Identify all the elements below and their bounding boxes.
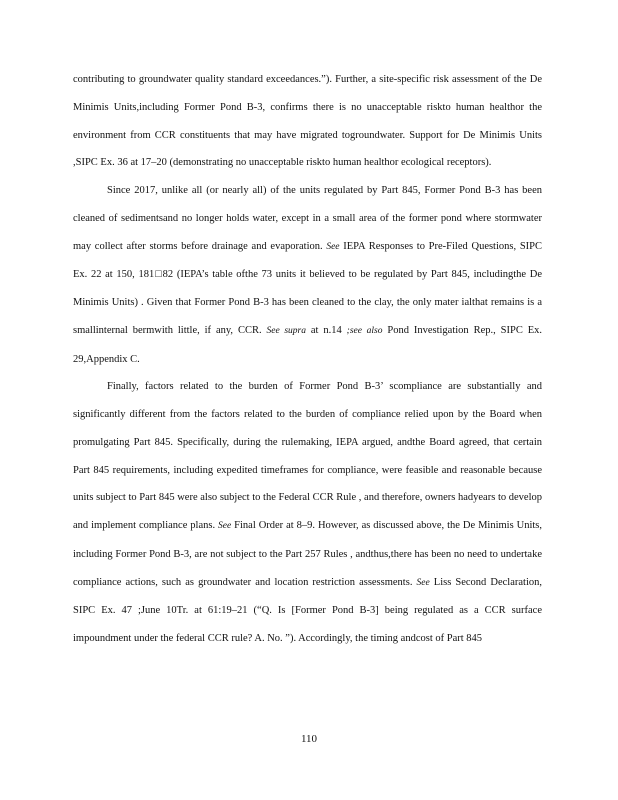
- citation-signal: See supra: [266, 325, 306, 336]
- paragraph-3-text-2: Final Order at 8–9. However, as discussed above, the De Minimis Units, including Former Pond B-3, are not subject to the Part 257 Rules , andthus,there has been no need to undertake compliance actions, such as groundwater and location restriction assessments.: [73, 520, 542, 588]
- page-number: 110: [300, 733, 318, 745]
- citation-signal: See: [218, 521, 232, 531]
- citation-signal: See: [326, 241, 340, 252]
- paragraph-2-text-3: at n.14: [305, 324, 347, 336]
- citation-signal: See: [416, 577, 430, 588]
- paragraph-2-text-2: IEPA Responses to Pre-Filed Questions, SIPC Ex. 22 at 150, 181□82 (IEPA’s table ofthe 73 units it believed to be regulated by Part 845, includingthe De Minimis Units) . Given that Former Pond B-3 has been cleaned to the clay, the only mater ialthat remains is a smallinternal bermwith little, if any, CCR.: [73, 240, 543, 336]
- paragraph-3-text-3: Liss Second Declaration, SIPC Ex. 47 ;June 10Tr. at 61:19–21 (“Q. Is [Former Pond B-3] being regulated as a CCR surface impoundment under the federal CCR rule? A. No. ”). Accordingly, the timing andcost of Part 845: [73, 576, 542, 644]
- paragraph-1-text: contributing to groundwater quality standard exceedances.”). Further, a site-specific risk assessment of the De Minimis Units,including Former Pond B-3, confirms there is no unacceptable riskto human healthor the environment from CCR constituents that may have migrated togroundwater. Support for De Minimis Units ,SIPC Ex. 36 at 17–20 (demonstrating no unacceptable riskto human healthor ecological receptors).: [73, 74, 542, 169]
- body-text: [73, 66, 542, 653]
- paragraph-2-text-1: Since 2017, unlike all (or nearly all) of the units regulated by Part 845, Former Pond B-3 has been cleaned of sedimentsand no longer holds water, except in a small area of the former pond where stormwater may collect after storms before drainage and evaporation.: [73, 185, 542, 252]
- paragraph-3-text-1: Finally, factors related to the burden of Former Pond B-3’ scompliance are substantially and significantly different from the factors related to the burden of compliance relied upon by the Board when promulgating Part 845. Specifically, during the rulemaking, IEPA argued, andthe Board agreed, that certain Part 845 requirements, including expedited timeframes for compliance, were feasible and reasonable because units subject to Part 845 were also subject to the Federal CCR Rule , and therefore, owners hadyears to develop and implement compliance plans.: [73, 381, 542, 531]
- paragraph-1: [73, 66, 542, 177]
- paragraph-2-text-4: Pond Investigation Rep., SIPC Ex. 29,Appendix C.: [73, 324, 543, 365]
- paragraph-3: [73, 373, 542, 653]
- paragraph-2: [73, 177, 542, 373]
- citation-signal: ;see also: [346, 325, 383, 336]
